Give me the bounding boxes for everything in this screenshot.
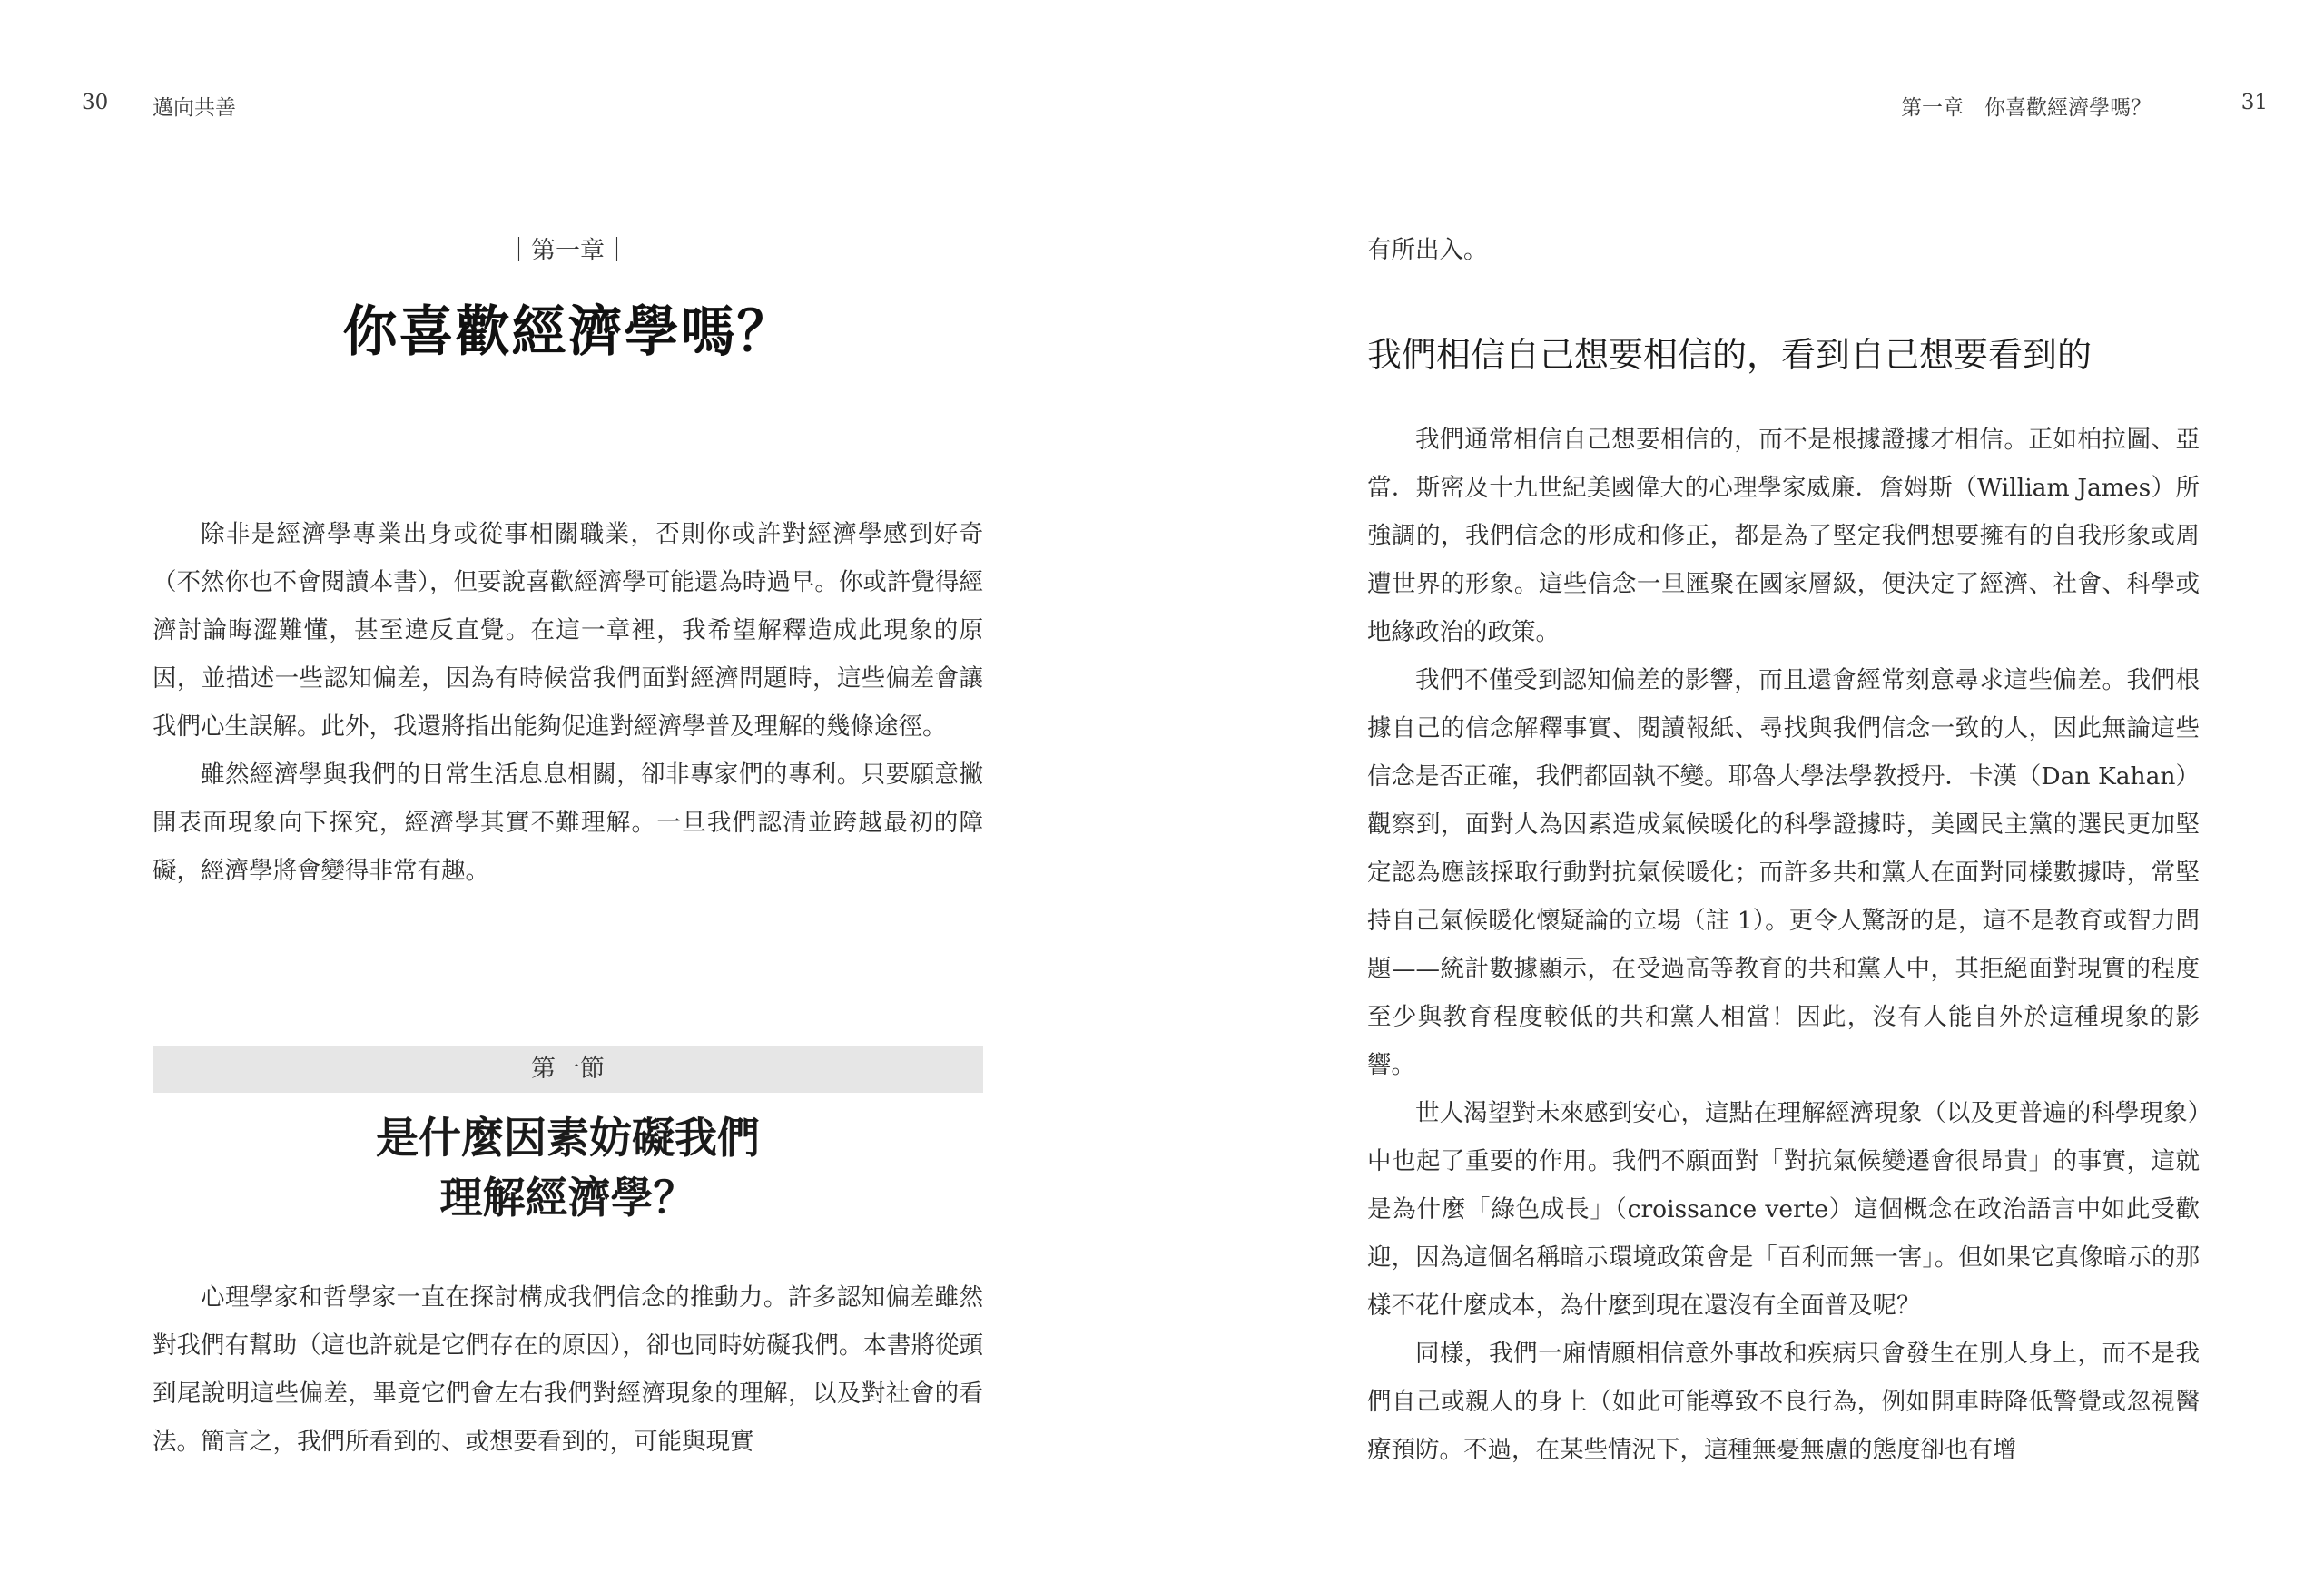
paragraph: 有所出入。 [1367, 236, 1488, 264]
chapter-intro [153, 510, 983, 895]
running-head: 第一章｜你喜歡經濟學嗎？ [1901, 96, 2152, 120]
paragraph: 我們通常相信自己想要相信的，而不是根據證據才相信。正如柏拉圖、亞當．斯密及十九世紀美國偉大的心理學家威廉．詹姆斯（William James）所強調的，我們信念的形成和修正，都是為了堅定我們想要擁有的自我形象或周遭世界的形象。這些信念一旦匯聚在國家層級，便決定了經濟、社會、科學或地緣政治的政策。 [1367, 426, 2200, 646]
chapter-label: ｜第一章｜ [507, 237, 629, 265]
paragraph: 心理學家和哲學家一直在探討構成我們信念的推動力。許多認知偏差雖然對我們有幫助（這也許就是它們存在的原因），卻也同時妨礙我們。本書將從頭到尾說明這些偏差，畢竟它們會左右我們對經濟現象的理解，以及對社會的看法。簡言之，我們所看到的、或想要看到的，可能與現實 [153, 1283, 983, 1456]
sub-heading: 我們相信自己想要相信的，看到自己想要看到的 [1367, 335, 2093, 375]
section-title-line: 是什麼因素妨礙我們 [376, 1114, 760, 1164]
section-title [153, 1109, 983, 1229]
paragraph: 雖然經濟學與我們的日常生活息息相關，卻非專家們的專利。只要願意撇開表面現象向下探究，經濟學其實不難理解。一旦我們認清並跨越最初的障礙，經濟學將會變得非常有趣。 [153, 761, 983, 885]
page-number: 30 [82, 91, 109, 114]
paragraph: 除非是經濟學專業出身或從事相關職業，否則你或許對經濟學感到好奇（不然你也不會閱讀本書），但要說喜歡經濟學可能還為時過早。你或許覺得經濟討論晦澀難懂，甚至違反直覺。在這一章裡，我希望解釋造成此現象的原因，並描述一些認知偏差，因為有時候當我們面對經濟問題時，這些偏差會讓我們心生誤解。此外，我還將指出能夠促進對經濟學普及理解的幾條途徑。 [153, 520, 983, 741]
section-title-line: 理解經濟學？ [439, 1174, 696, 1223]
paragraph: 我們不僅受到認知偏差的影響，而且還會經常刻意尋求這些偏差。我們根據自己的信念解釋事實、閱讀報紙、尋找與我們信念一致的人，因此無論這些信念是否正確，我們都固執不變。耶魯大學法學教授丹．卡漢（Dan Kahan）觀察到，面對人為因素造成氣候暖化的科學證據時，美國民主黨的選民更加堅定認為應該採取行動對抗氣候暖化；而許多共和黨人在面對同樣數據時，常堅持自己氣候暖化懷疑論的立場（註 1）。更令人驚訝的是，這不是教育或智力問題——統計數據顯示，在受過高等教育的共和黨人中，其拒絕面對現實的程度至少與教育程度較低的共和黨人相當！因此，沒有人能自外於這種現象的影響。 [1367, 666, 2200, 1079]
chapter-title: 你喜歡經濟學嗎？ [342, 300, 793, 364]
continuation-text [1367, 226, 2200, 274]
section-label: 第一節 [153, 1046, 983, 1093]
running-head: 邁向共善 [153, 96, 236, 120]
page-number: 31 [2240, 91, 2268, 114]
right-body [1367, 416, 2200, 1474]
section-body [153, 1273, 983, 1466]
paragraph: 同樣，我們一廂情願相信意外事故和疾病只會發生在別人身上，而不是我們自己或親人的身上（如此可能導致不良行為，例如開車時降低警覺或忽視醫療預防。不過，在某些情況下，這種無憂無慮的態度卻也有增 [1367, 1340, 2200, 1464]
paragraph: 世人渴望對未來感到安心，這點在理解經濟現象（以及更普遍的科學現象）中也起了重要的作用。我們不願面對「對抗氣候變遷會很昂貴」的事實，這就是為什麼「綠色成長」（croissance verte）這個概念在政治語言中如此受歡迎，因為這個名稱暗示環境政策會是「百利而無一害」。但如果它真像暗示的那樣不花什麼成本，為什麼到現在還沒有全面普及呢？ [1367, 1099, 2200, 1320]
